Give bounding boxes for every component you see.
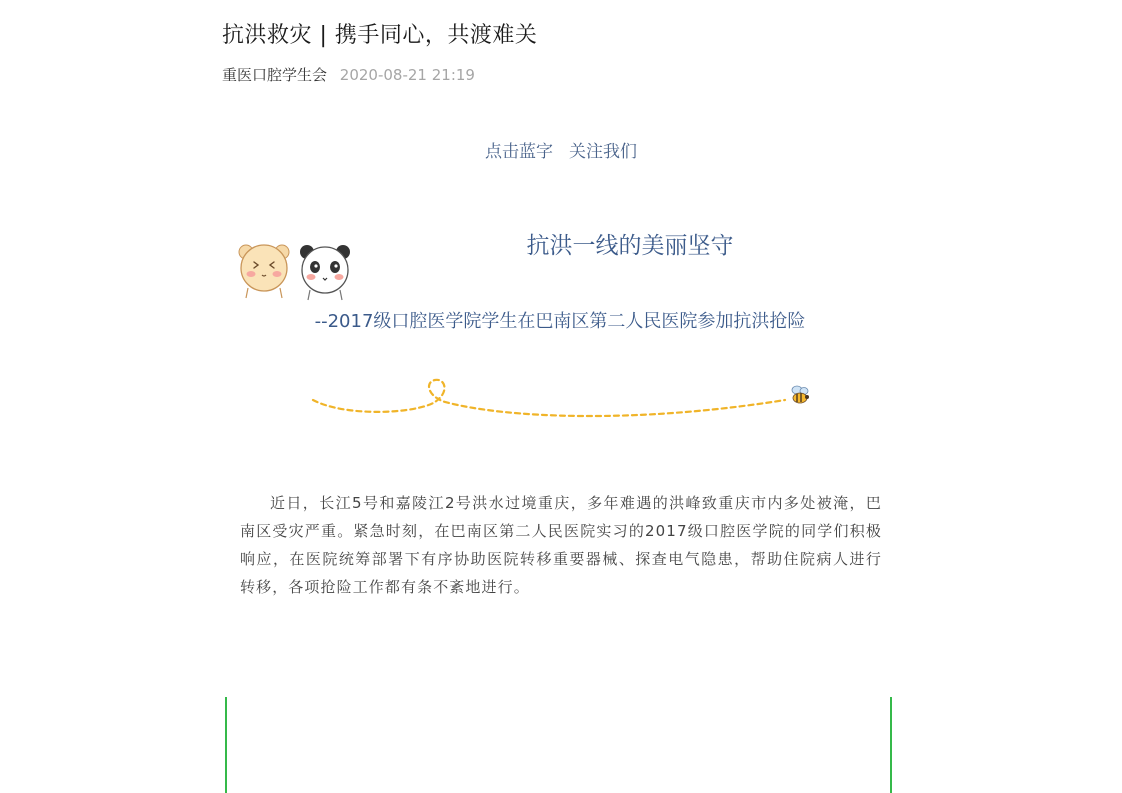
section-heading: 抗洪一线的美丽坚守 <box>526 233 734 259</box>
frame-border-right <box>890 697 892 793</box>
bear-and-panda-icon <box>234 240 358 302</box>
follow-text-2: 关注我们 <box>569 142 637 162</box>
publish-date: 2020-08-21 21:19 <box>339 66 475 84</box>
article-title: 抗洪救灾 | 携手同心，共渡难关 <box>222 23 538 48</box>
author-link[interactable]: 重医口腔学生会 <box>222 66 328 84</box>
bear-icon <box>239 245 289 298</box>
dashed-bee-trail-icon <box>305 372 825 432</box>
article-meta <box>222 64 475 85</box>
bee-icon <box>792 386 809 403</box>
section-subheading: --2017级口腔医学院学生在巴南区第二人民医院参加抗洪抢险 <box>314 311 806 332</box>
follow-prompt <box>0 137 1122 162</box>
frame-border-left <box>225 697 227 793</box>
follow-text-1: 点击蓝字 <box>485 142 553 162</box>
article-paragraph: 近日，长江5号和嘉陵江2号洪水过境重庆，多年难遇的洪峰致重庆市内多处被淹，巴南区受灾严重。紧急时刻，在巴南区第二人民医院实习的2017级口腔医学院的同学们积极响应，在医院统筹部署下有序协助医院转移重要器械、探查电气隐患，帮助住院病人进行转移，各项抢险工作都有条不紊地进行。 <box>240 494 882 596</box>
panda-icon <box>300 245 350 300</box>
